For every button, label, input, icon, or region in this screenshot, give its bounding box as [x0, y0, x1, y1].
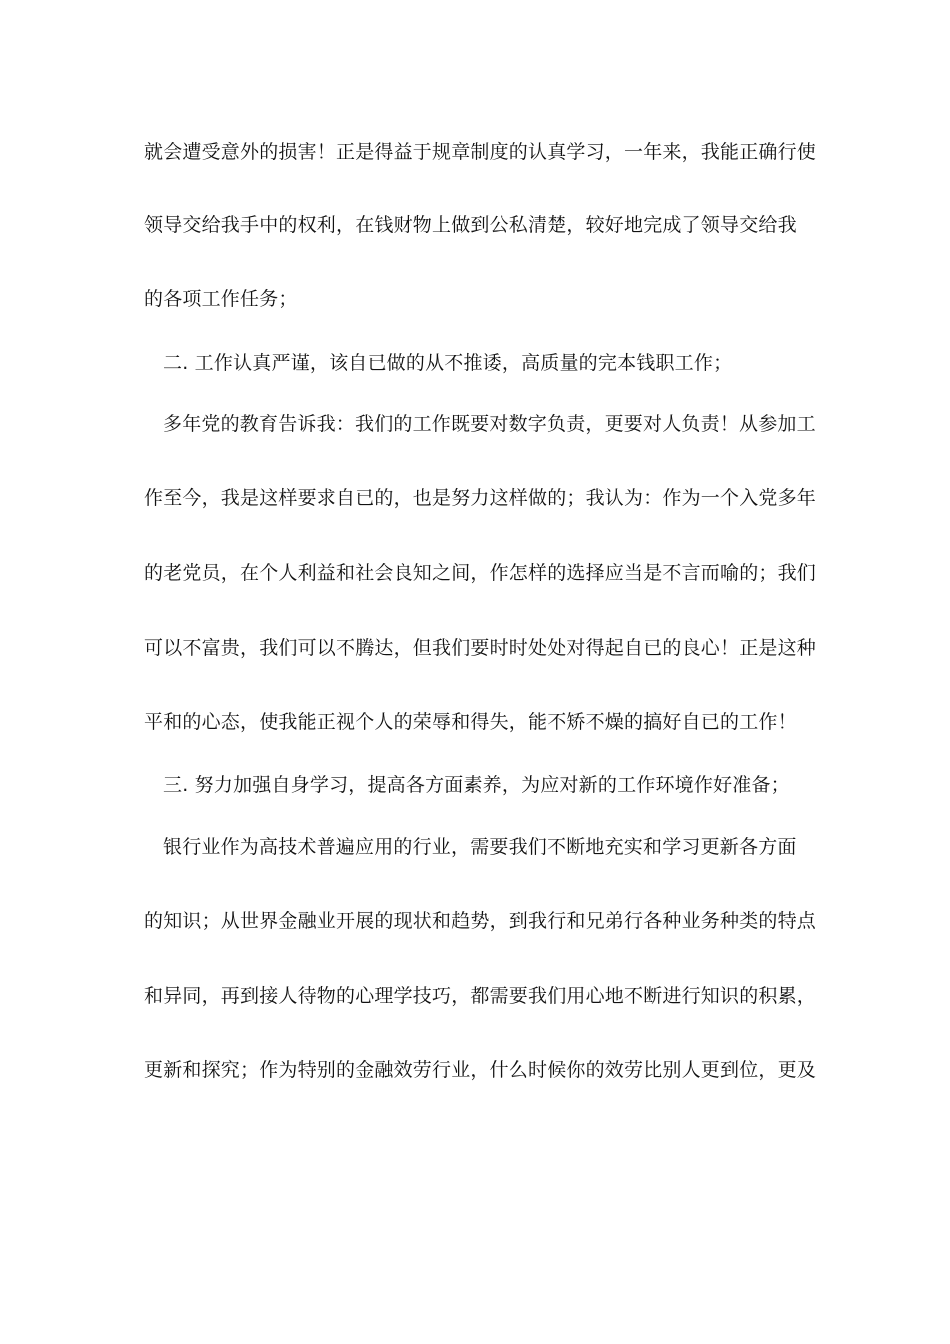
- text-line-5: 多年党的教育告诉我：我们的工作既要对数字负责，更要对人负责！从参加工: [163, 413, 816, 435]
- section-heading-2: 二. 工作认真严谨，该自已做的从不推诿，高质量的完本钱职工作；: [163, 352, 733, 374]
- text-line-2: 领导交给我手中的权利，在钱财物上做到公私清楚，较好地完成了领导交给我: [144, 214, 797, 236]
- text-line-8: 可以不富贵，我们可以不腾达，但我们要时时处处对得起自已的良心！正是这种: [144, 637, 817, 659]
- text-line-3: 的各项工作任务；: [144, 288, 298, 310]
- text-line-12: 的知识；从世界金融业开展的现状和趋势，到我行和兄弟行各种业务种类的特点: [144, 910, 817, 932]
- text-line-13: 和异同，再到接人待物的心理学技巧，都需要我们用心地不断进行知识的积累，: [144, 985, 817, 1007]
- text-line-9: 平和的心态，使我能正视个人的荣辱和得失，能不矫不燥的搞好自已的工作！: [144, 711, 797, 733]
- section-heading-3: 三. 努力加强自身学习，提高各方面素养，为应对新的工作环境作好准备；: [163, 774, 790, 796]
- text-line-11: 银行业作为高技术普遍应用的行业，需要我们不断地充实和学习更新各方面: [163, 836, 797, 858]
- text-line-1: 就会遭受意外的损害！正是得益于规章制度的认真学习，一年来，我能正确行使: [144, 141, 817, 163]
- text-line-7: 的老党员，在个人利益和社会良知之间，作怎样的选择应当是不言而喻的；我们: [144, 562, 817, 584]
- text-line-14: 更新和探究；作为特别的金融效劳行业，什么时候你的效劳比别人更到位，更及: [144, 1059, 817, 1081]
- text-line-6: 作至今，我是这样要求自已的，也是努力这样做的；我认为：作为一个入党多年: [144, 487, 817, 509]
